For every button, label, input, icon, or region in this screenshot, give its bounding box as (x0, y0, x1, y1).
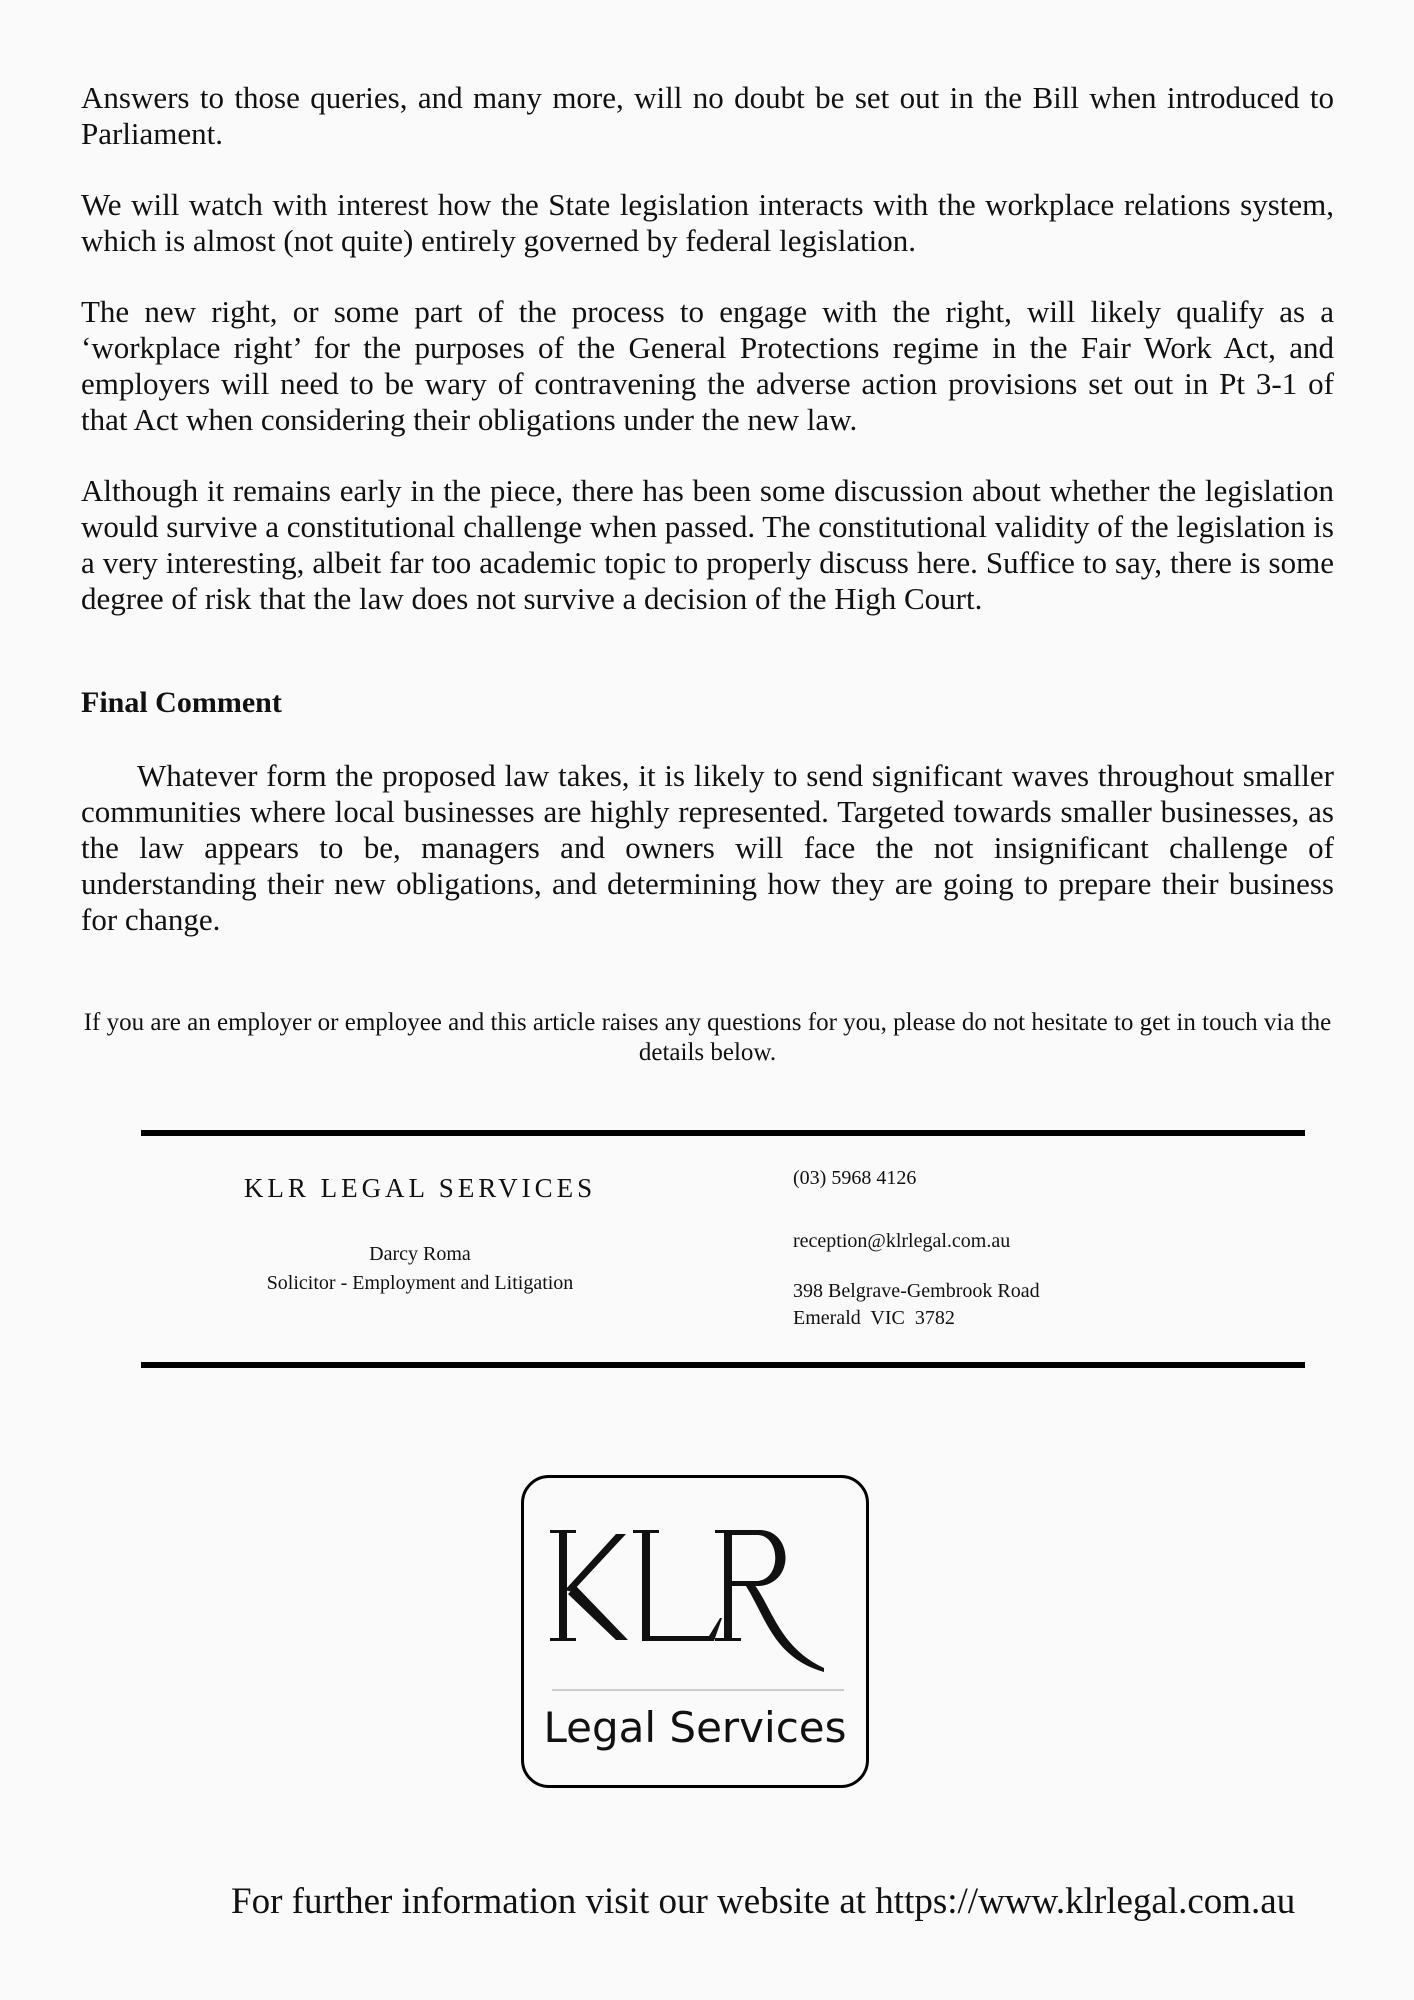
person-name: Darcy Roma (369, 1243, 471, 1265)
logo-subtitle: Legal Services (543, 1703, 847, 1752)
paragraph-2: We will watch with interest how the State legislation interacts with the workplace relations system, which is almost (not quite) entirely governed by federal legislation. (81, 187, 1334, 258)
top-divider (141, 1130, 1305, 1136)
paragraph-1: Answers to those queries, and many more, will no doubt be set out in the Bill when introduced to Parliament. (81, 80, 1334, 151)
person-title: Solicitor - Employment and Litigation (266, 1272, 574, 1294)
address-line-1: 398 Belgrave-Gembrook Road (793, 1280, 1040, 1302)
address-line-2: Emerald VIC 3782 (793, 1307, 955, 1329)
paragraph-3: The new right, or some part of the process to engage with the right, will likely qualify as a ‘workplace right’ for the purposes of the General Protections regime in the Fair Work Act, and employers will need to be wary of contravening the adverse action provisions set out in Pt 3-1 of that Act when considering their obligations under the new law. (81, 294, 1334, 437)
final-comment-heading: Final Comment (81, 686, 282, 719)
final-comment-paragraph: Whatever form the proposed law takes, it is likely to send significant waves throughout smaller communities where local businesses are highly represented. Targeted towards smaller businesses, as the law appears to be, managers and owners will face the not insignificant challenge of understanding their new obligations, and determining how they are going to prepare their business for change. (81, 758, 1334, 937)
footer-website-line[interactable]: For further information visit our website at https://www.klrlegal.com.au (231, 1881, 1296, 1922)
bottom-divider (141, 1362, 1305, 1368)
call-to-action: If you are an employer or employee and this article raises any questions for you, please do not hesitate to get in touch via the details below. (83, 1009, 1332, 1066)
email-address[interactable]: reception@klrlegal.com.au (793, 1230, 1011, 1252)
klr-logo (521, 1475, 869, 1788)
firm-name: KLR LEGAL SERVICES (243, 1173, 597, 1203)
phone-number: (03) 5968 4126 (793, 1167, 917, 1189)
paragraph-4: Although it remains early in the piece, there has been some discussion about whether the legislation would survive a constitutional challenge when passed. The constitutional validity of the legislation is a very interesting, albeit far too academic topic to properly discuss here. Suffice to say, there is some degree of risk that the law does not survive a decision of the High Court. (81, 473, 1334, 616)
